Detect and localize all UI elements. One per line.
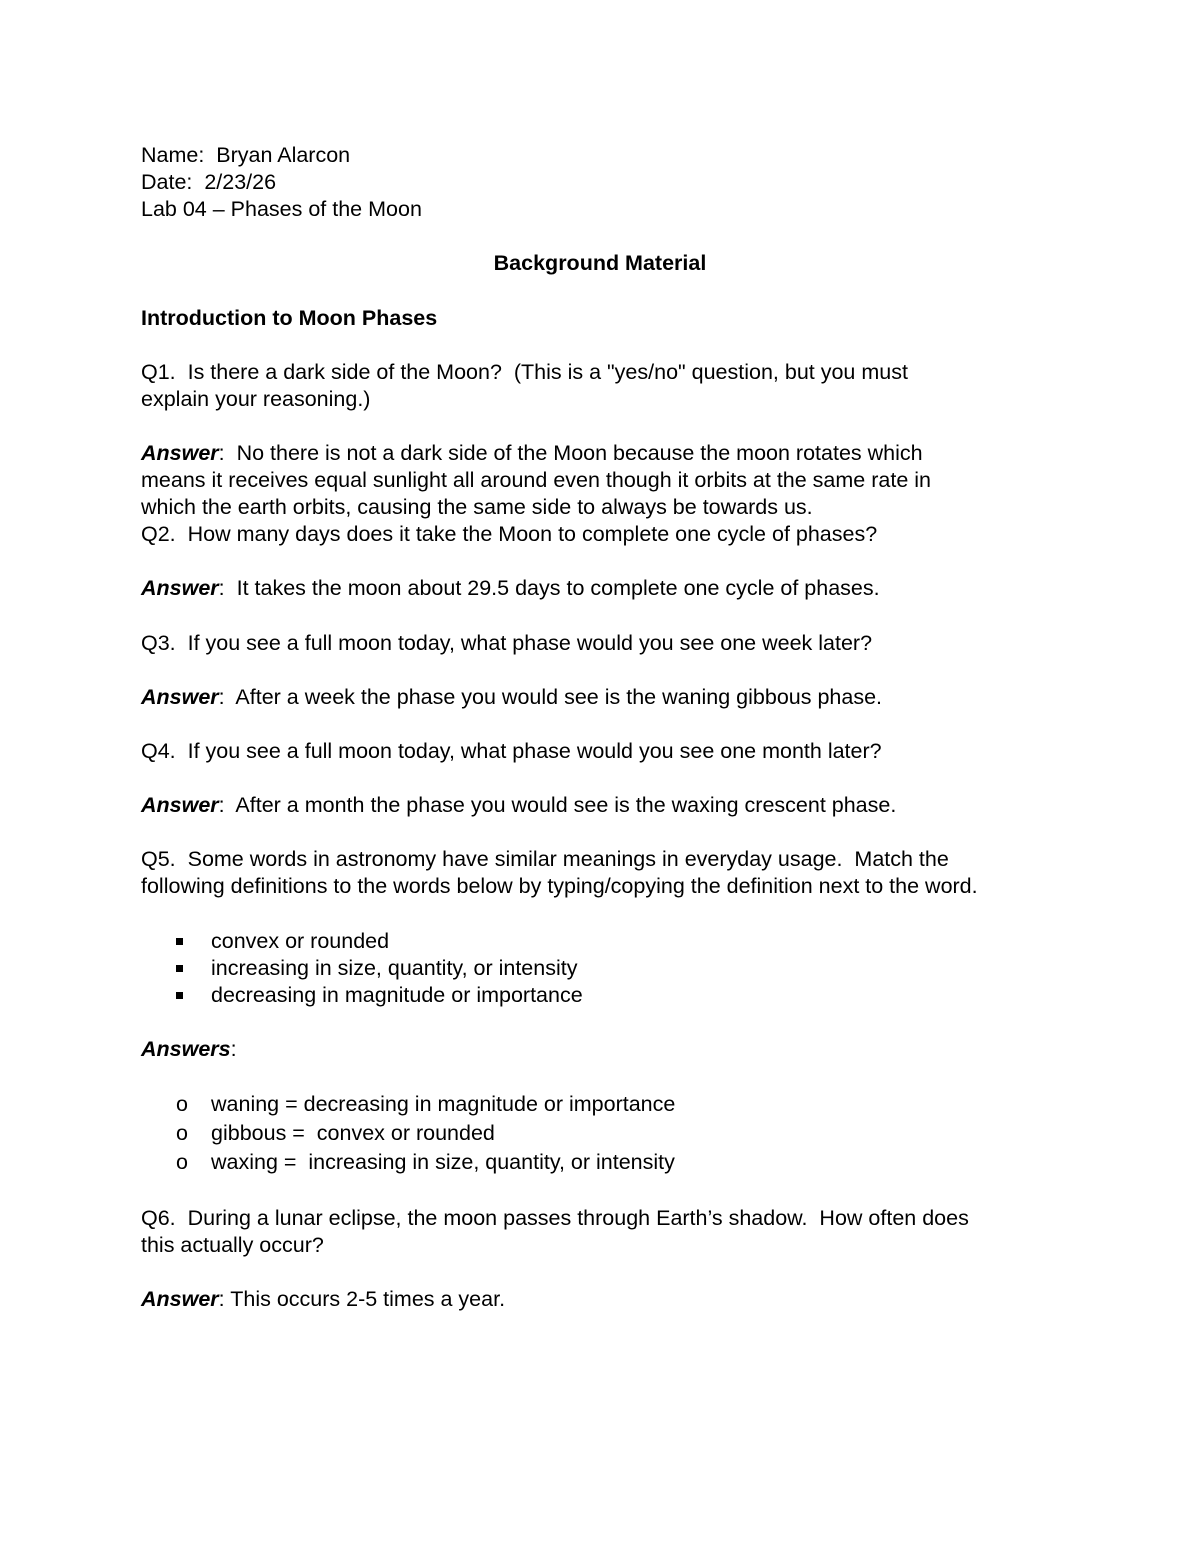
q6-question-line-1: Q6. During a lunar eclipse, the moon passes through Earth’s shadow. How often does (141, 1206, 969, 1230)
q4-answer (141, 792, 1090, 819)
square-bullet-icon (176, 928, 194, 955)
answer-label: Answer (141, 685, 219, 709)
q5-answers-heading (141, 1036, 1090, 1063)
q1-question-line-1: Q1. Is there a dark side of the Moon? (This is a "yes/no" question, but you must (141, 360, 908, 384)
q2-answer (141, 575, 1090, 602)
lab-title: Lab 04 – Phases of the Moon (141, 197, 422, 221)
student-name: Name: Bryan Alarcon (141, 143, 351, 167)
q1-answer-line-2: means it receives equal sunlight all around even though it orbits at the same rate in (141, 468, 931, 492)
answer-label: Answer (141, 576, 219, 600)
q4-answer-text: : After a month the phase you would see is the waxing crescent phase. (218, 793, 897, 817)
answer-label: Answer (141, 793, 219, 817)
subsection-title: Introduction to Moon Phases (141, 306, 438, 330)
q6-question-line-2: this actually occur? (141, 1233, 324, 1257)
q6-answer (141, 1286, 1090, 1313)
definition-text: decreasing in magnitude or importance (211, 983, 583, 1007)
answer-label: Answer (141, 1287, 219, 1311)
q1-answer-line-1 (141, 440, 1090, 467)
q3-answer (141, 684, 1090, 711)
q2-question: Q2. How many days does it take the Moon to complete one cycle of phases? (141, 522, 878, 546)
definition-text: increasing in size, quantity, or intensity (211, 956, 578, 980)
date-line: Date: 2/23/26 (141, 170, 277, 194)
section-title: Background Material (493, 251, 707, 275)
square-bullet-icon (176, 955, 194, 982)
answer-label: Answer (141, 441, 219, 465)
q4-question: Q4. If you see a full moon today, what phase would you see one month later? (141, 739, 882, 763)
q5-question-line-2: following definitions to the words below by typing/copying the definition next to the word. (141, 874, 978, 898)
q5-question-line-1: Q5. Some words in astronomy have similar meanings in everyday usage. Match the (141, 847, 949, 871)
q6-answer-text: : This occurs 2-5 times a year. (218, 1287, 506, 1311)
q3-question: Q3. If you see a full moon today, what phase would you see one week later? (141, 631, 873, 655)
q1-answer-text-1: : No there is not a dark side of the Moon because the moon rotates which (218, 441, 923, 465)
q3-answer-text: : After a week the phase you would see is the waning gibbous phase. (218, 685, 883, 709)
q2-answer-text: : It takes the moon about 29.5 days to complete one cycle of phases. (218, 576, 880, 600)
square-bullet-icon (176, 982, 194, 1009)
q1-answer-line-3: which the earth orbits, causing the same side to always be towards us. (141, 495, 813, 519)
answers-suffix: : (230, 1037, 237, 1061)
answer-item-text: waning = decreasing in magnitude or importance (211, 1092, 676, 1116)
answers-label: Answers (141, 1037, 231, 1061)
circle-bullet-icon: o (176, 1121, 188, 1145)
answer-item-text: gibbous = convex or rounded (211, 1121, 495, 1145)
q1-question-line-2: explain your reasoning.) (141, 387, 371, 411)
circle-bullet-icon: o (176, 1150, 188, 1174)
definition-text: convex or rounded (211, 929, 390, 953)
answer-item-text: waxing = increasing in size, quantity, or intensity (211, 1150, 675, 1174)
circle-bullet-icon: o (176, 1092, 188, 1116)
